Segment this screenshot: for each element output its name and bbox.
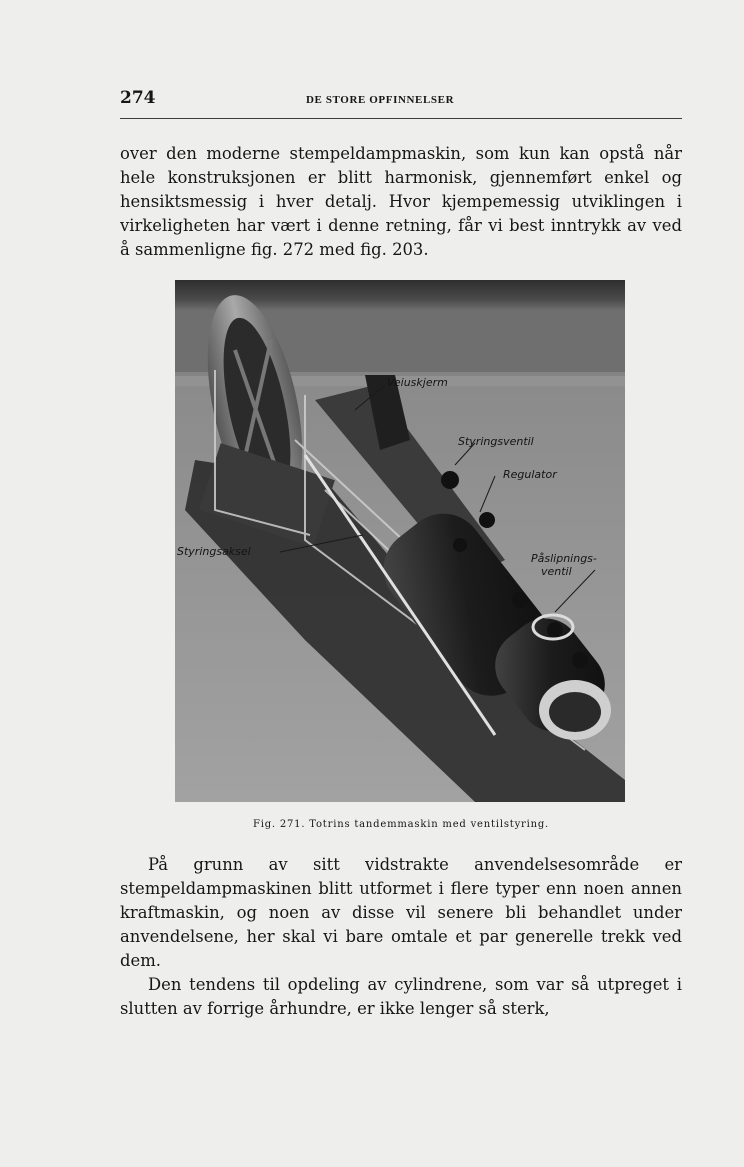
paragraph-2: På grunn av sitt vidstrakte anvendelsesområde er stempeldampmaskinen blitt utformet i flere typer enn noen annen kraftmaskin, og noen av disse vil senere bli behandlet under anvendelsene, her skal vi bare omtale et par generelle trekk ved dem. <box>120 855 682 970</box>
page-number: 274 <box>120 88 156 108</box>
label-paslipningsventil-line1: Påslipnings- <box>531 552 597 565</box>
label-regulator: Regulator <box>503 468 557 481</box>
page-header <box>120 88 682 119</box>
paragraph-1: over den moderne stempeldampmaskin, som kun kan opstå når hele konstruksjonen er blitt harmonisk, gjennemført enkel og hensiktsmessig i hver detalj. Hvor kjempemessig utviklingen i virkeligheten har vært i denne retning, får vi best inntrykk av ved å sammenligne fig. 272 med fig. 203. <box>120 144 682 259</box>
label-veiuskjerm: Veiuskjerm <box>387 376 448 389</box>
running-title: DE STORE OPFINNELSER <box>306 94 455 106</box>
paragraph-3: Den tendens til opdeling av cylindrene, som var så utpreget i slutten av forrige århundre, er ikke lenger så sterk, <box>120 975 682 1018</box>
engine-photograph <box>175 280 625 802</box>
label-paslipningsventil-line2: ventil <box>541 565 572 578</box>
label-styringsaksel: Styringsaksel <box>177 545 251 558</box>
label-styringsventil: Styringsventil <box>458 435 534 448</box>
figure-caption: Fig. 271. Totrins tandemmaskin med ventilstyring. <box>252 819 550 830</box>
engine-illustration <box>175 280 625 802</box>
